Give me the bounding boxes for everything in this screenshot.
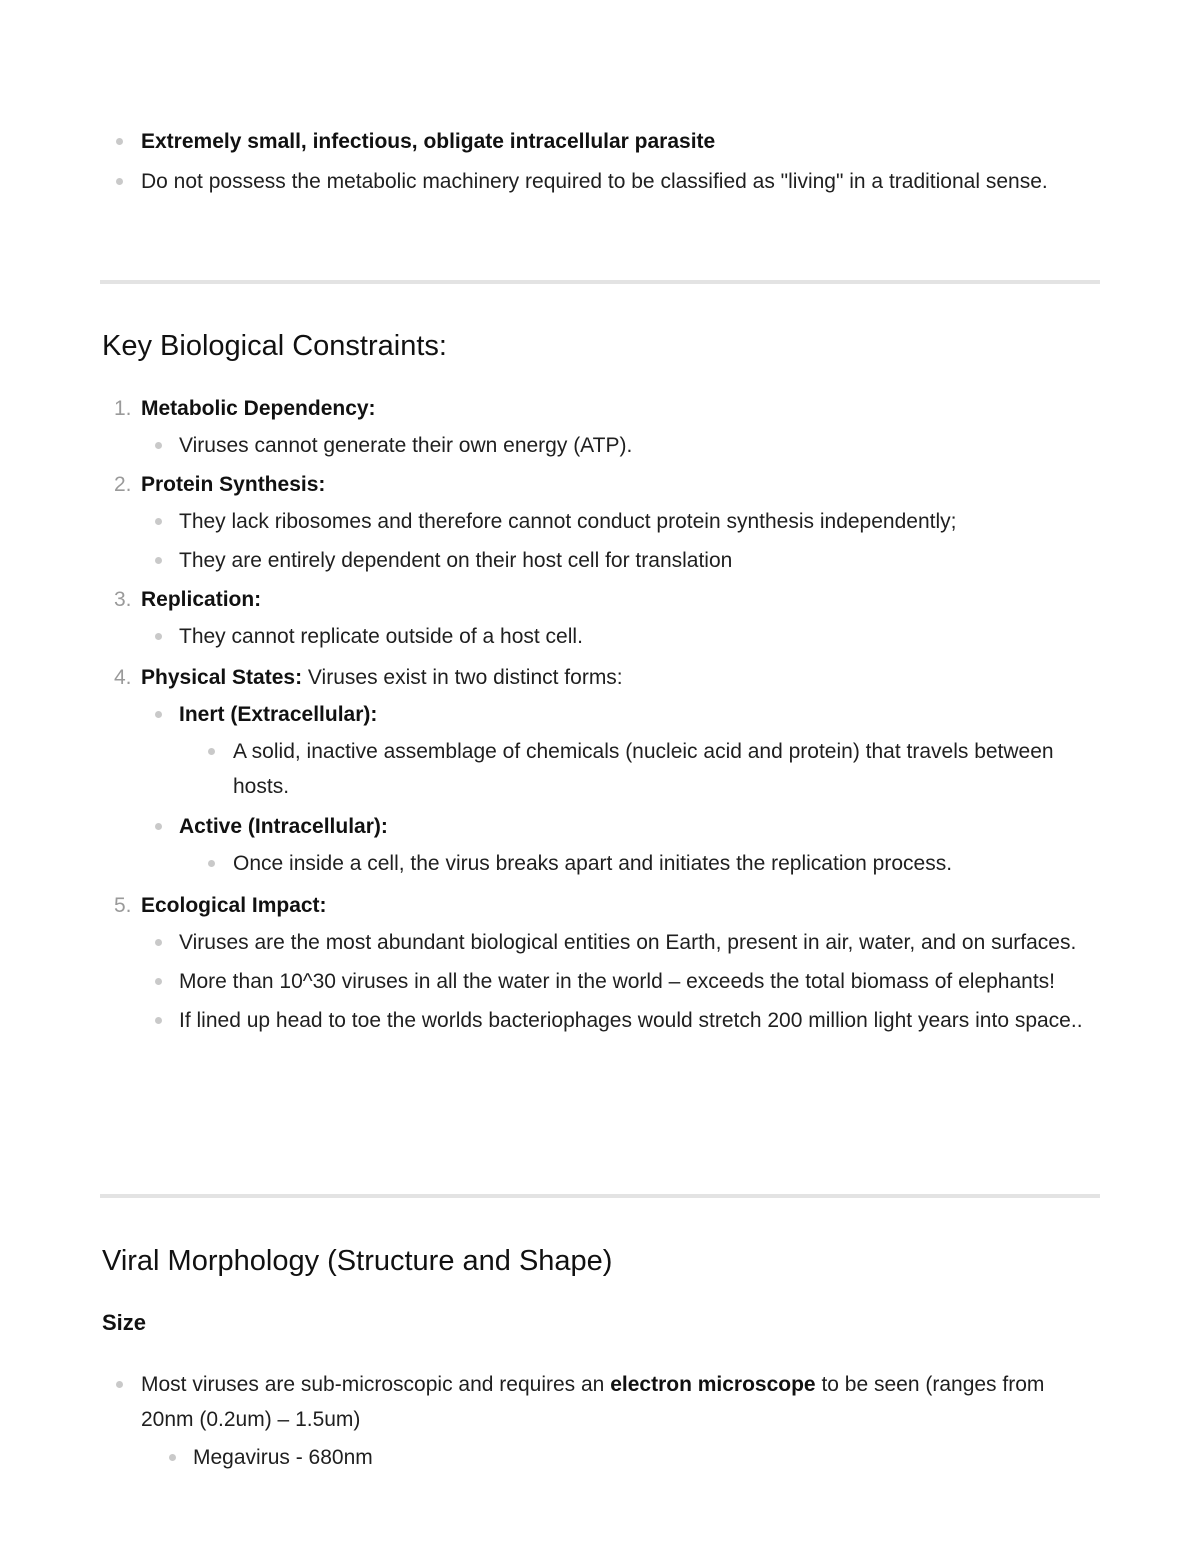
constraint-title: Metabolic Dependency: xyxy=(141,397,376,420)
size-text-end: to be seen (ranges from 20nm (0.2um) – 1.5um) xyxy=(141,1373,1045,1431)
subheading-size: Size xyxy=(102,1310,147,1335)
list-item xyxy=(100,734,1100,804)
sub-item-text: Viruses are the most abundant biological entities on Earth, present in air, water, and on surfaces. xyxy=(179,931,1077,954)
constraints-list xyxy=(100,391,1100,1038)
state-title: Active (Intracellular): xyxy=(179,815,388,838)
list-item xyxy=(100,619,1100,654)
constraint-title: Physical States: xyxy=(141,666,303,689)
list-item xyxy=(100,164,1100,199)
list-number: 2. xyxy=(114,473,132,496)
constraint-item-4 xyxy=(100,660,1100,695)
constraint-title: Protein Synthesis: xyxy=(141,473,326,496)
size-text: Most viruses are sub-microscopic and requires an xyxy=(141,1373,611,1396)
list-item xyxy=(100,846,1100,881)
list-item xyxy=(100,925,1100,960)
divider xyxy=(100,280,1100,284)
constraint-item-5 xyxy=(100,888,1100,923)
list-item xyxy=(100,543,1100,578)
section-heading-morphology: Viral Morphology (Structure and Shape) xyxy=(102,1245,613,1277)
state-title: Inert (Extracellular): xyxy=(179,703,378,726)
list-number: 4. xyxy=(114,666,132,689)
list-item xyxy=(100,964,1100,999)
intro-item-bold: Extremely small, infectious, obligate intracellular parasite xyxy=(141,130,716,153)
list-item xyxy=(100,1440,1100,1475)
state-desc: Once inside a cell, the virus breaks apart and initiates the replication process. xyxy=(233,852,953,875)
sub-item-text: Viruses cannot generate their own energy (ATP). xyxy=(179,434,633,457)
sub-item-text: They are entirely dependent on their host cell for translation xyxy=(179,549,733,572)
list-number: 5. xyxy=(114,894,132,917)
size-bold-text: electron microscope xyxy=(610,1373,816,1396)
intro-list xyxy=(100,124,1100,199)
list-number: 3. xyxy=(114,588,132,611)
sub-item-text: They lack ribosomes and therefore cannot conduct protein synthesis independently; xyxy=(179,510,957,533)
sub-item-text: They cannot replicate outside of a host cell. xyxy=(179,625,583,648)
constraint-item-2 xyxy=(100,467,1100,502)
size-list xyxy=(100,1367,1100,1475)
sub-item-text: If lined up head to toe the worlds bacteriophages would stretch 200 million light years into space.. xyxy=(179,1009,1083,1032)
list-item xyxy=(100,124,1100,159)
constraint-text: Viruses exist in two distinct forms: xyxy=(302,666,623,689)
list-item xyxy=(100,809,1100,844)
list-item xyxy=(100,1367,1100,1437)
divider xyxy=(100,1194,1100,1198)
intro-item-text: Do not possess the metabolic machinery required to be classified as "living" in a traditional sense. xyxy=(141,170,1048,193)
list-item xyxy=(100,428,1100,463)
constraint-title: Ecological Impact: xyxy=(141,894,327,917)
state-desc: A solid, inactive assemblage of chemicals (nucleic acid and protein) that travels between hosts. xyxy=(233,740,1054,798)
list-number: 1. xyxy=(114,397,132,420)
section-heading-constraints: Key Biological Constraints: xyxy=(102,330,447,362)
list-item xyxy=(100,1003,1100,1038)
constraint-item-3 xyxy=(100,582,1100,617)
list-item xyxy=(100,697,1100,732)
list-item xyxy=(100,504,1100,539)
size-sub-text: Megavirus - 680nm xyxy=(193,1446,373,1469)
constraint-title: Replication: xyxy=(141,588,262,611)
sub-item-text: More than 10^30 viruses in all the water in the world – exceeds the total biomass of elephants! xyxy=(179,970,1056,993)
constraint-item-1 xyxy=(100,391,1100,426)
